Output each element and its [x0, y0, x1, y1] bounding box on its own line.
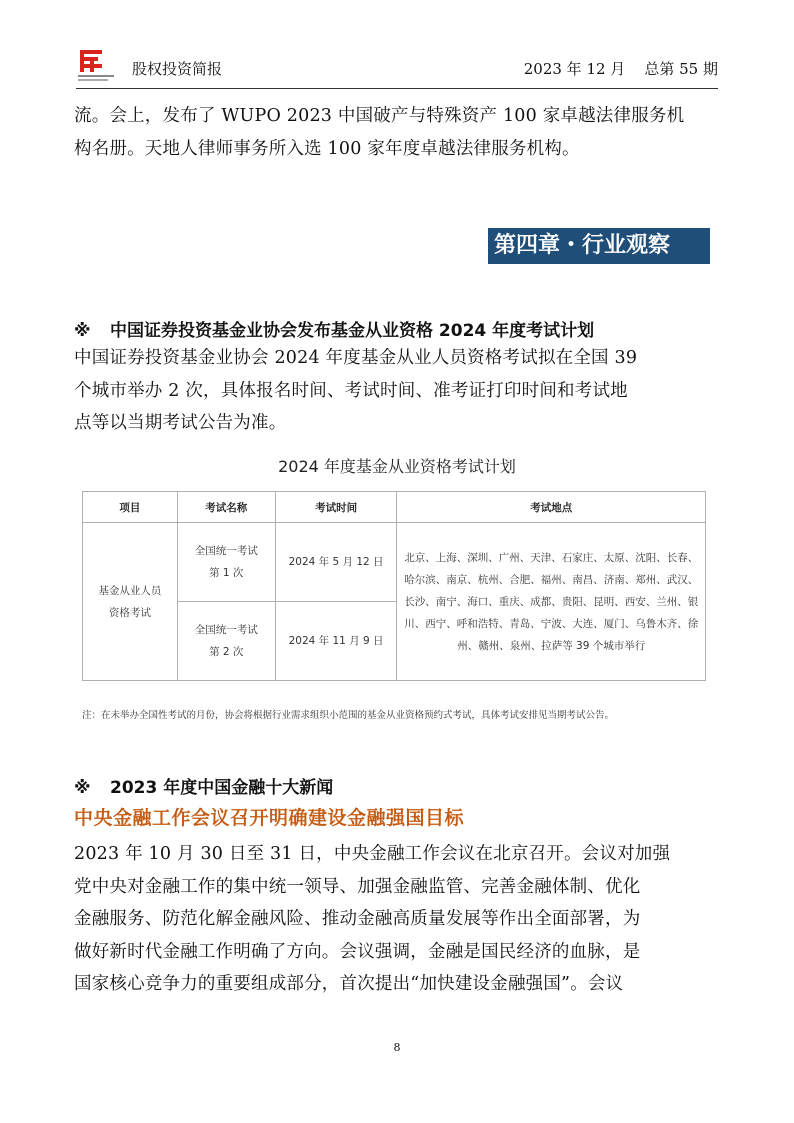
text-line: 中国证券投资基金业协会 2024 年度基金从业人员资格考试拟在全国 39 — [74, 348, 638, 368]
project-cell — [83, 523, 178, 681]
table-note: 注：在未举办全国性考试的月份，协会将根据行业需求组织小范围的基金从业资格预约式考试，具体考试安排见当期考试公告。 — [82, 710, 615, 721]
section-heading — [74, 773, 333, 798]
cell-line: 长沙、南宁、海口、重庆、成都、贵阳、昆明、西安、兰州、银 — [404, 595, 699, 608]
text-line: 点等以当期考试公告为准。 — [74, 413, 287, 433]
header-title: 股权投资简报 — [132, 60, 223, 78]
text-line: 构名册。天地人律师事务所入选 100 家年度卓越法律服务机构。 — [74, 138, 580, 159]
text-line: 个城市举办 2 次，具体报名时间、考试时间、准考证打印时间和考试地 — [74, 380, 628, 401]
table-header-row — [83, 492, 706, 523]
reference-mark-icon: ※ — [74, 321, 91, 341]
text-line: 国家核心竞争力的重要组成部分，首次提出“加快建设金融强国”。会议 — [74, 974, 624, 994]
column-header: 考试地点 — [397, 492, 706, 523]
text-line: 金融服务、防范化解金融风险、推动金融高质量发展等作出全面部署，为 — [74, 909, 641, 929]
column-header: 考试名称 — [177, 492, 275, 523]
header-divider — [76, 88, 718, 89]
cell-line: 州、赣州、泉州、拉萨等 39 个城市举行 — [457, 639, 646, 652]
figure-title: 2024 年度基金从业资格考试计划 — [278, 457, 516, 476]
association-logo — [76, 48, 122, 84]
cell-line: 川、西宁、呼和浩特、青岛、宁波、大连、厦门、乌鲁木齐、徐 — [404, 617, 699, 630]
cell-line: 第 2 次 — [209, 646, 244, 658]
section-title: 中国证券投资基金业协会发布基金从业资格 2024 年度考试计划 — [110, 321, 595, 341]
cell-line: 基金从业人员 — [98, 584, 162, 597]
exam-date-cell: 2024 年 11 月 9 日 — [275, 602, 397, 681]
reference-mark-icon: ※ — [74, 778, 91, 798]
news-paragraph — [74, 838, 720, 1001]
text-line: 做好新时代金融工作明确了方向。会议强调，金融是国民经济的血脉，是 — [74, 941, 641, 962]
page-header — [76, 44, 718, 84]
cell-line: 哈尔滨、南京、杭州、合肥、福州、南昌、济南、郑州、武汉、 — [404, 573, 699, 586]
text-line: 2023 年 10 月 30 日至 31 日，中央金融工作会议在北京召开。会议对加强 — [74, 844, 671, 864]
header-issue: 2023 年 12 月 总第 55 期 — [523, 60, 718, 78]
column-header: 考试时间 — [275, 492, 397, 523]
chapter-banner: 第四章・行业观察 — [488, 228, 710, 264]
exam-plan-table — [82, 491, 706, 681]
text-line: 党中央对金融工作的集中统一领导、加强金融监管、完善金融体制、优化 — [74, 876, 641, 897]
exam-locations-cell — [397, 523, 706, 681]
exam-date-cell: 2024 年 5 月 12 日 — [275, 523, 397, 602]
table-row — [83, 523, 706, 602]
cell-line: 全国统一考试 — [194, 624, 258, 636]
section-paragraph — [74, 342, 720, 440]
text-line: 流。会上，发布了 WUPO 2023 中国破产与特殊资产 100 家卓越法律服务机 — [74, 106, 685, 126]
intro-paragraph — [74, 100, 720, 165]
news-headline: 中央金融工作会议召开明确建设金融强国目标 — [74, 807, 465, 829]
section-heading — [74, 316, 594, 341]
cell-line: 北京、上海、深圳、广州、天津、石家庄、太原、沈阳、长春、 — [404, 551, 699, 564]
exam-name-cell — [177, 602, 275, 681]
cell-line: 第 1 次 — [209, 567, 244, 579]
page-number: 8 — [393, 1041, 401, 1054]
column-header: 项目 — [83, 492, 178, 523]
cell-line: 资格考试 — [108, 606, 151, 619]
section-title: 2023 年度中国金融十大新闻 — [110, 778, 334, 798]
cell-line: 全国统一考试 — [194, 545, 258, 557]
exam-name-cell — [177, 523, 275, 602]
